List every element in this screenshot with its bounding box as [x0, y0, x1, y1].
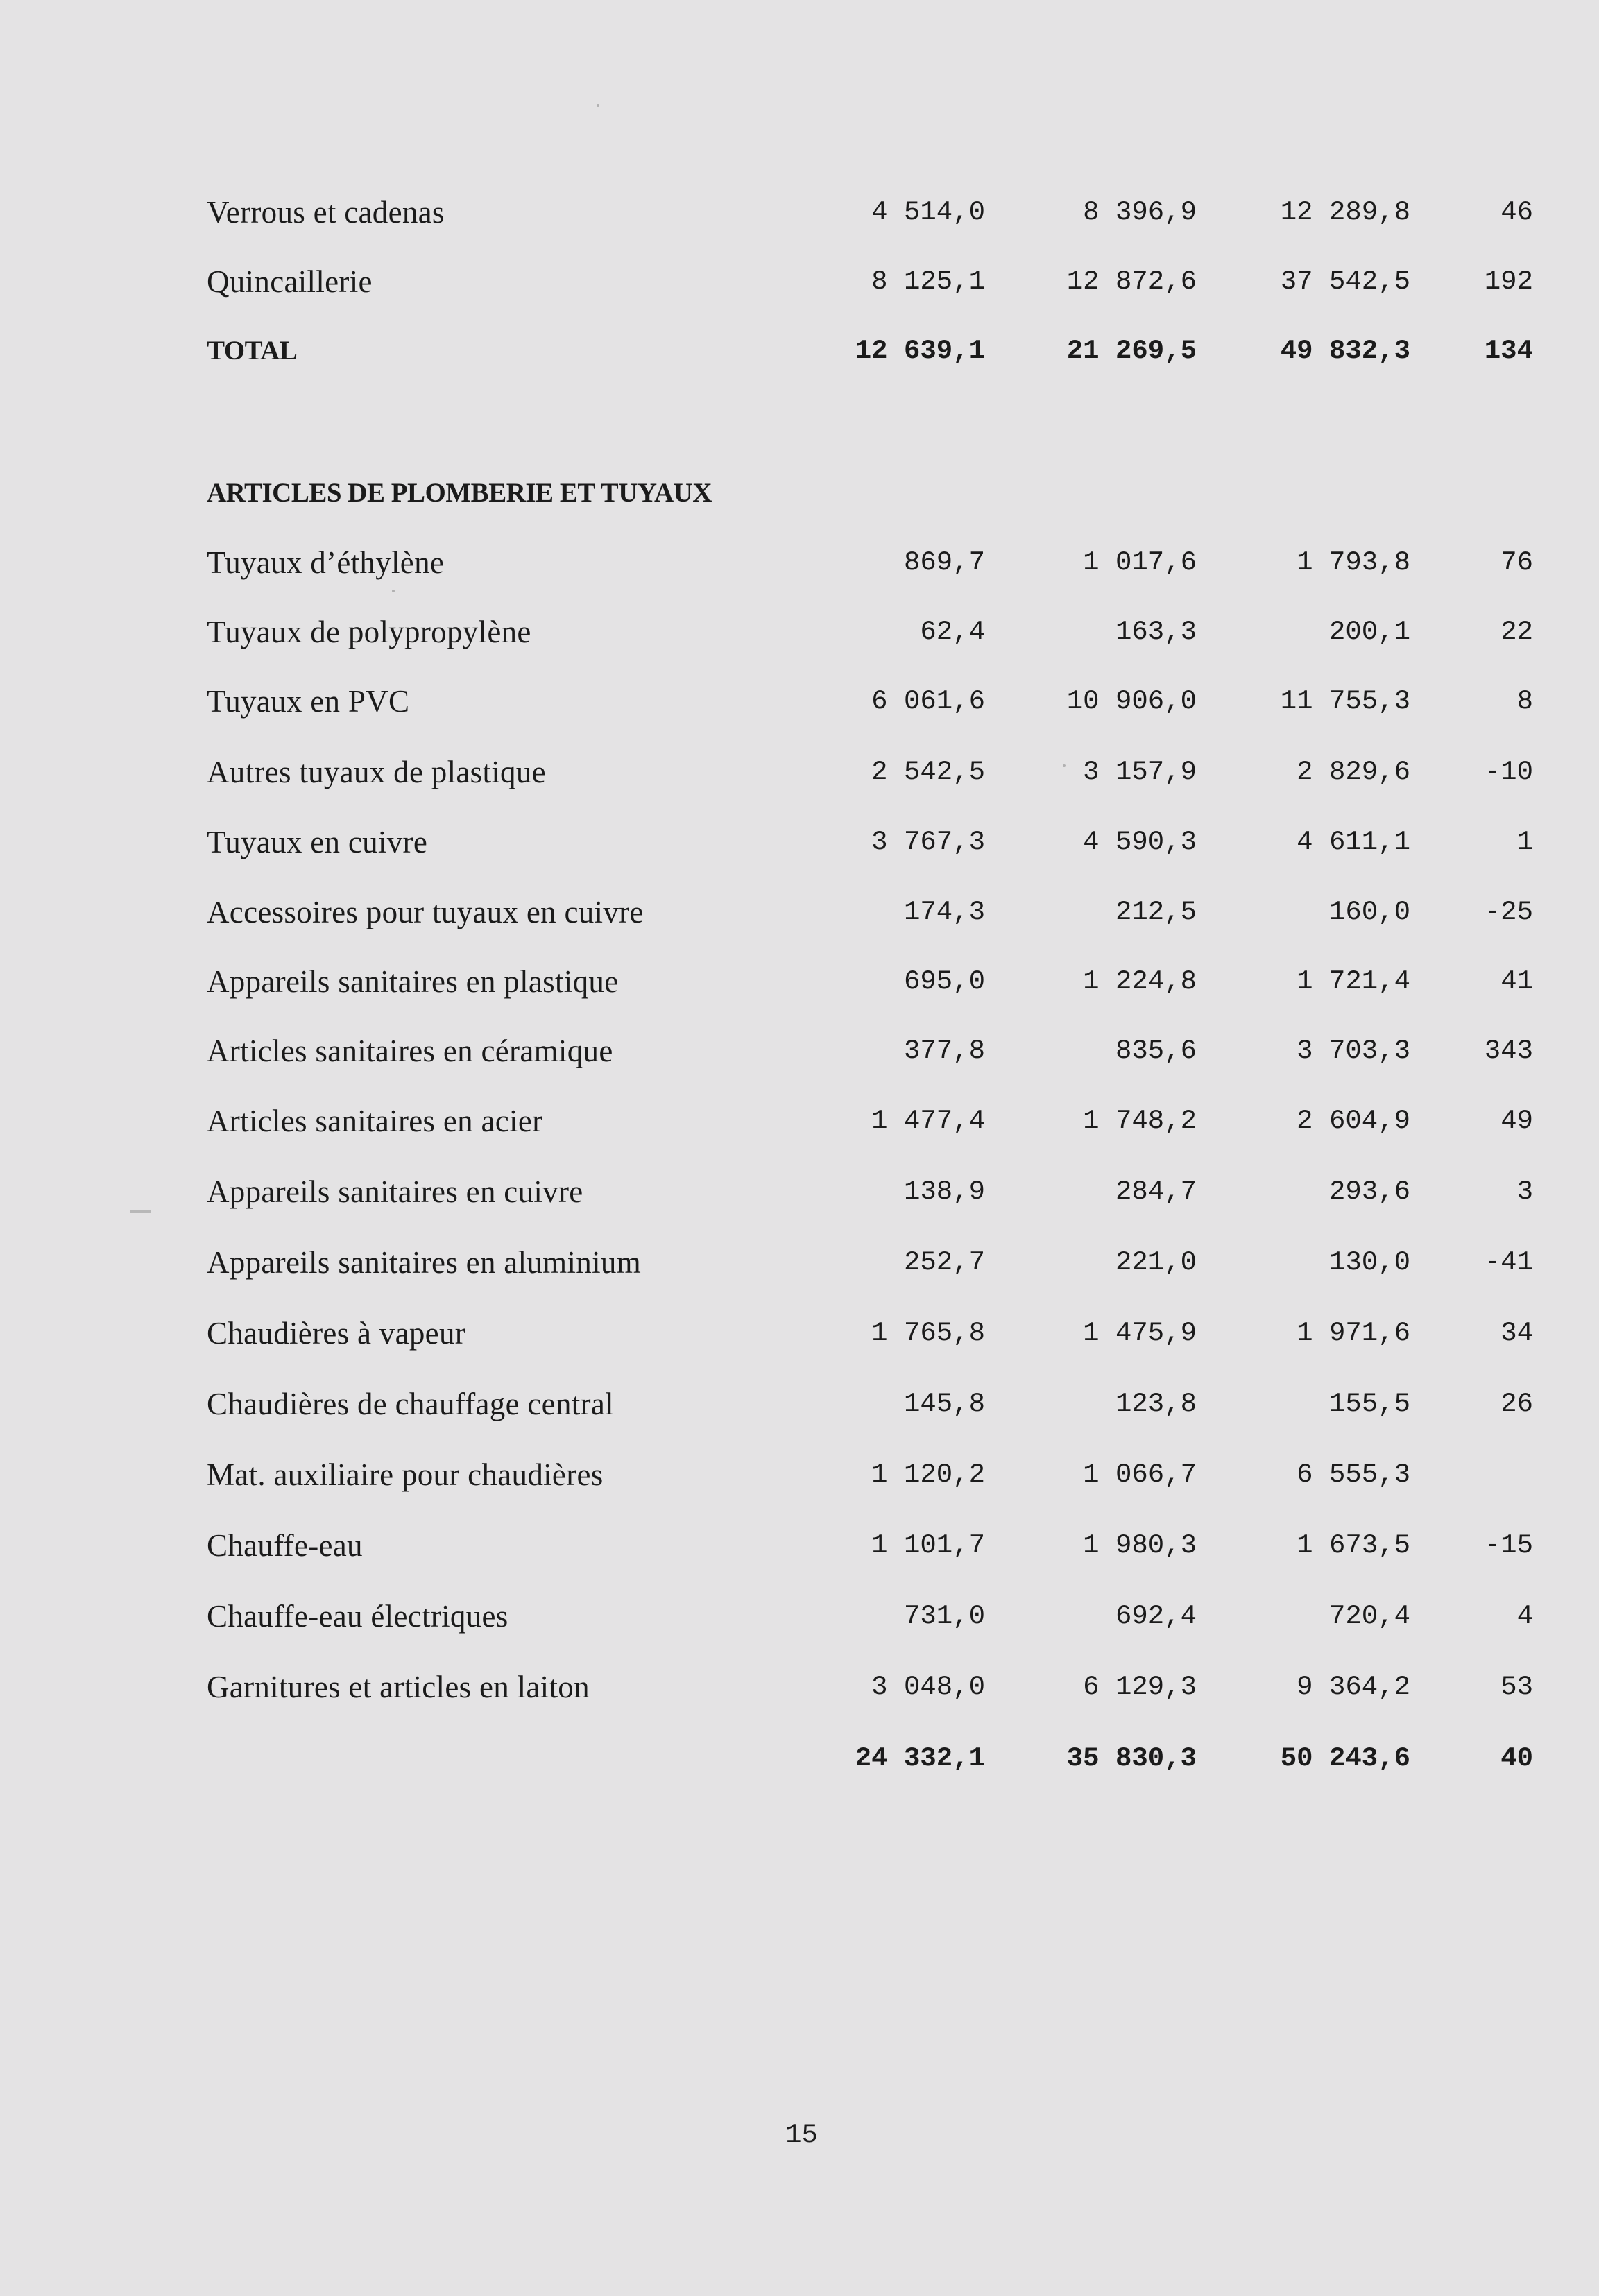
section-total-row	[0, 1738, 1599, 1779]
row-label: Garnitures et articles en laiton	[207, 1670, 590, 1704]
row-label: Verrous et cadenas	[207, 195, 445, 230]
table-row	[0, 1525, 1599, 1566]
row-label: Articles sanitaires en céramique	[207, 1034, 613, 1068]
table-row	[0, 961, 1599, 1002]
value-col-4: 192	[1484, 266, 1533, 297]
value-col-1: 138,9	[903, 1176, 985, 1207]
value-col-2: 163,3	[1115, 617, 1197, 647]
value-col-3: 6 555,3	[1297, 1459, 1410, 1490]
row-label: Tuyaux en PVC	[207, 684, 410, 719]
value-col-4: 34	[1500, 1318, 1533, 1348]
value-col-2: 221,0	[1115, 1247, 1197, 1278]
value-col-3: 155,5	[1328, 1389, 1410, 1419]
value-col-4: -25	[1484, 897, 1533, 927]
row-label: Chauffe-eau	[207, 1528, 363, 1563]
value-col-1: 1 120,2	[871, 1459, 985, 1490]
section-total-col-2: 35 830,3	[1066, 1743, 1197, 1774]
table-row	[0, 1312, 1599, 1354]
value-col-2: 4 590,3	[1083, 827, 1197, 857]
value-col-1: 3 048,0	[871, 1672, 985, 1702]
total-col-4: 134	[1484, 336, 1533, 366]
row-label: Tuyaux en cuivre	[207, 825, 428, 859]
table-row	[0, 611, 1599, 653]
total-col-3: 49 832,3	[1280, 336, 1410, 366]
value-col-1: 1 765,8	[871, 1318, 985, 1348]
table-row	[0, 821, 1599, 863]
section-total-col-4: 40	[1500, 1743, 1533, 1774]
value-col-1: 869,7	[903, 547, 985, 578]
table-row	[0, 1383, 1599, 1425]
value-col-4: 8	[1516, 686, 1533, 717]
value-col-2: 1 980,3	[1083, 1530, 1197, 1561]
value-col-4: 1	[1516, 827, 1533, 857]
value-col-4: 4	[1516, 1601, 1533, 1631]
value-col-2: 8 396,9	[1083, 197, 1197, 228]
value-col-2: 3 157,9	[1083, 757, 1197, 787]
value-col-2: 1 475,9	[1083, 1318, 1197, 1348]
row-label: Quincaillerie	[207, 264, 373, 299]
row-label: Accessoires pour tuyaux en cuivre	[207, 895, 644, 929]
value-col-1: 377,8	[903, 1036, 985, 1066]
scan-speck	[392, 590, 395, 592]
section-total-col-1: 24 332,1	[855, 1743, 985, 1774]
value-col-1: 695,0	[903, 966, 985, 997]
table-row	[0, 261, 1599, 302]
section-total-col-3: 50 243,6	[1280, 1743, 1410, 1774]
value-col-1: 62,4	[920, 617, 985, 647]
value-col-4: 41	[1500, 966, 1533, 997]
value-col-2: 212,5	[1115, 897, 1197, 927]
value-col-2: 284,7	[1115, 1176, 1197, 1207]
value-col-4: 22	[1500, 617, 1533, 647]
total-col-2: 21 269,5	[1066, 336, 1197, 366]
table-row	[0, 191, 1599, 233]
value-col-1: 174,3	[903, 897, 985, 927]
value-col-4: 76	[1500, 547, 1533, 578]
value-col-3: 720,4	[1328, 1601, 1410, 1631]
section-heading-row	[0, 472, 1599, 514]
row-label: Appareils sanitaires en cuivre	[207, 1174, 583, 1209]
value-col-4: 53	[1500, 1672, 1533, 1702]
table-row	[0, 1030, 1599, 1072]
value-col-1: 2 542,5	[871, 757, 985, 787]
total-col-1: 12 639,1	[855, 336, 985, 366]
value-col-2: 1 066,7	[1083, 1459, 1197, 1490]
row-label: Chauffe-eau électriques	[207, 1599, 508, 1634]
value-col-3: 160,0	[1328, 897, 1410, 927]
row-label: Tuyaux de polypropylène	[207, 615, 531, 649]
value-col-4: 3	[1516, 1176, 1533, 1207]
table-row	[0, 1666, 1599, 1708]
value-col-4: -41	[1484, 1247, 1533, 1278]
value-col-2: 692,4	[1115, 1601, 1197, 1631]
total-row	[0, 330, 1599, 372]
scan-speck	[597, 104, 599, 107]
row-label: Tuyaux d’éthylène	[207, 545, 445, 580]
scan-smudge	[130, 1210, 151, 1213]
value-col-4: 343	[1484, 1036, 1533, 1066]
value-col-3: 1 793,8	[1297, 547, 1410, 578]
value-col-4: 46	[1500, 197, 1533, 228]
value-col-1: 8 125,1	[871, 266, 985, 297]
value-col-4: 49	[1500, 1106, 1533, 1136]
table-row	[0, 1100, 1599, 1142]
value-col-3: 37 542,5	[1280, 266, 1410, 297]
value-col-3: 2 829,6	[1297, 757, 1410, 787]
value-col-3: 11 755,3	[1280, 686, 1410, 717]
value-col-2: 1 017,6	[1083, 547, 1197, 578]
table-row	[0, 751, 1599, 793]
value-col-1: 4 514,0	[871, 197, 985, 228]
value-col-3: 4 611,1	[1297, 827, 1410, 857]
value-col-2: 10 906,0	[1066, 686, 1197, 717]
value-col-1: 6 061,6	[871, 686, 985, 717]
table-row	[0, 1595, 1599, 1637]
value-col-2: 12 872,6	[1066, 266, 1197, 297]
page-number: 15	[785, 2120, 818, 2150]
value-col-2: 1 748,2	[1083, 1106, 1197, 1136]
value-col-1: 252,7	[903, 1247, 985, 1278]
table-row	[0, 680, 1599, 722]
value-col-2: 835,6	[1115, 1036, 1197, 1066]
value-col-4: 26	[1500, 1389, 1533, 1419]
value-col-3: 2 604,9	[1297, 1106, 1410, 1136]
value-col-1: 3 767,3	[871, 827, 985, 857]
scan-speck	[1063, 764, 1066, 767]
value-col-2: 1 224,8	[1083, 966, 1197, 997]
value-col-3: 1 971,6	[1297, 1318, 1410, 1348]
section-heading: ARTICLES DE PLOMBERIE ET TUYAUX	[207, 478, 712, 508]
row-label: Appareils sanitaires en plastique	[207, 964, 619, 999]
value-col-3: 9 364,2	[1297, 1672, 1410, 1702]
value-col-3: 293,6	[1328, 1176, 1410, 1207]
row-label: Chaudières de chauffage central	[207, 1387, 614, 1421]
table-row	[0, 1242, 1599, 1283]
value-col-4: -15	[1484, 1530, 1533, 1561]
row-label: Chaudières à vapeur	[207, 1316, 466, 1351]
table-row	[0, 891, 1599, 933]
value-col-3: 1 721,4	[1297, 966, 1410, 997]
value-col-1: 1 101,7	[871, 1530, 985, 1561]
table-row	[0, 1171, 1599, 1213]
row-label: Articles sanitaires en acier	[207, 1104, 543, 1138]
value-col-3: 1 673,5	[1297, 1530, 1410, 1561]
value-col-3: 3 703,3	[1297, 1036, 1410, 1066]
value-col-1: 1 477,4	[871, 1106, 985, 1136]
value-col-3: 130,0	[1328, 1247, 1410, 1278]
value-col-1: 145,8	[903, 1389, 985, 1419]
value-col-4: -10	[1484, 757, 1533, 787]
row-label: Autres tuyaux de plastique	[207, 755, 546, 789]
value-col-3: 12 289,8	[1280, 197, 1410, 228]
value-col-2: 123,8	[1115, 1389, 1197, 1419]
row-label: Mat. auxiliaire pour chaudières	[207, 1457, 604, 1492]
row-label: Appareils sanitaires en aluminium	[207, 1245, 641, 1280]
value-col-2: 6 129,3	[1083, 1672, 1197, 1702]
total-label: TOTAL	[207, 336, 298, 366]
table-row	[0, 542, 1599, 583]
table-row	[0, 1454, 1599, 1496]
value-col-3: 200,1	[1328, 617, 1410, 647]
value-col-1: 731,0	[903, 1601, 985, 1631]
